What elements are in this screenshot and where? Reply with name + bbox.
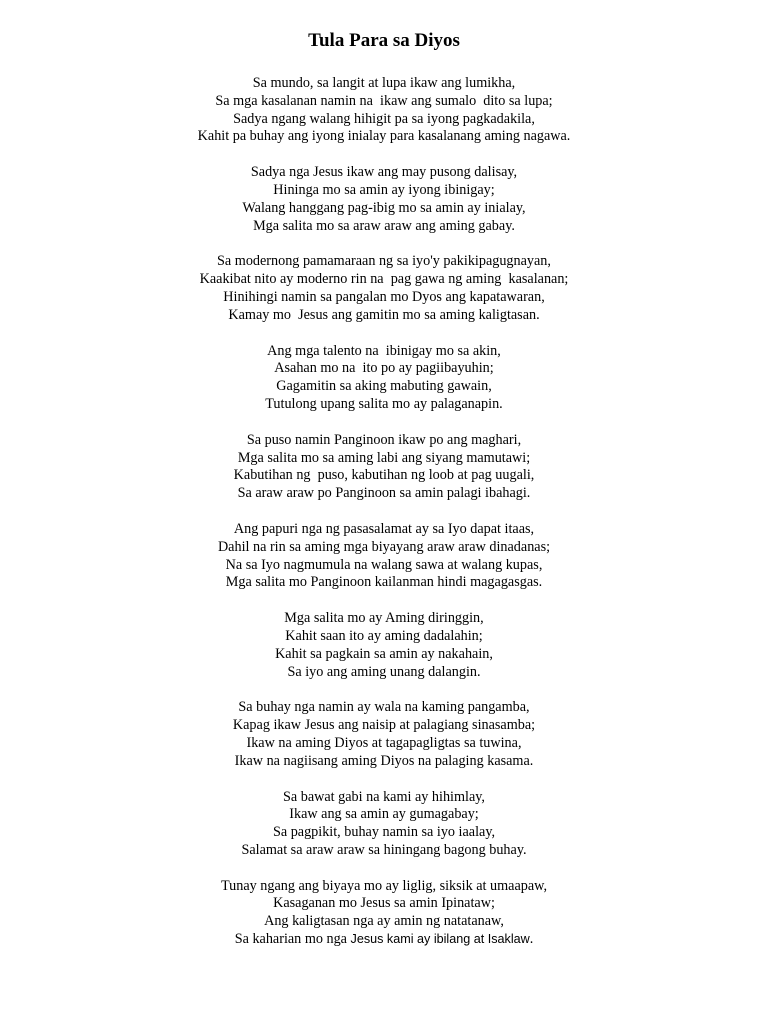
- poem-line: Ikaw na nagiisang aming Diyos na palaging kasama.: [234, 752, 534, 769]
- stanza: [0, 699, 768, 770]
- poem-line: Sa mga kasalanan namin na ikaw ang sumalo dito sa lupa;: [215, 92, 553, 109]
- poem-line: Mga salita mo Panginoon kailanman hindi magagasgas.: [225, 574, 543, 591]
- poem-line: Sa iyo ang aming unang dalangin.: [287, 663, 481, 680]
- stanza: [0, 521, 768, 592]
- poem-line: Na sa Iyo nagmumula na walang sawa at walang kupas,: [225, 556, 543, 573]
- poem-line: Kapag ikaw Jesus ang naisip at palagiang sinasamba;: [232, 717, 536, 734]
- poem-line: Sa araw araw po Panginoon sa amin palagi ibahagi.: [237, 485, 531, 502]
- poem-line: Sa modernong pamamaraan ng sa iyo'y pakikipagugnayan,: [217, 253, 551, 270]
- poem-line: Walang hanggang pag-ibig mo sa amin ay inialay,: [242, 199, 526, 216]
- poem-line: Kahit saan ito ay aming dadalahin;: [285, 627, 483, 644]
- poem-line: Tutulong upang salita mo ay palaganapin.: [265, 395, 503, 412]
- poem-line: Hinihingi namin sa pangalan mo Dyos ang kapatawaran,: [223, 288, 545, 305]
- poem-line: Sa mundo, sa langit at lupa ikaw ang lumikha,: [252, 75, 516, 91]
- poem-line: Sa puso namin Panginoon ikaw po ang maghari,: [246, 431, 522, 448]
- final-line-end: .: [529, 931, 534, 948]
- poem-line: Mga salita mo sa aming labi ang siyang mamutawi;: [237, 449, 531, 466]
- poem-line: Gagamitin sa aking mabuting gawain,: [276, 378, 492, 395]
- poem-title: Tula Para sa Diyos: [308, 30, 460, 51]
- poem-line: Ikaw ang sa amin ay gumagabay;: [289, 806, 479, 823]
- poem-line: Sa bawat gabi na kami ay hihimlay,: [283, 788, 485, 805]
- final-line-tail: Jesus kami ay ibilang at Isaklaw: [350, 932, 530, 947]
- poem-line: Kahit pa buhay ang iyong inialay para kasalanang aming nagawa.: [197, 128, 571, 145]
- stanza: [0, 878, 768, 949]
- poem-line: Hininga mo sa amin ay iyong ibinigay;: [273, 181, 495, 198]
- poem-line: Mga salita mo ay Aming diringgin,: [284, 610, 484, 627]
- poem-line: Sadya nga Jesus ikaw ang may pusong dalisay,: [250, 164, 518, 181]
- poem-line: Ang papuri nga ng pasasalamat ay sa Iyo dapat itaas,: [233, 520, 535, 537]
- poem-line: Tunay ngang ang biyaya mo ay liglig, siksik at umaapaw,: [221, 877, 547, 894]
- poem-body: [0, 75, 768, 949]
- poem-line: Ang kaligtasan nga ay amin ng natatanaw,: [264, 913, 504, 930]
- poem-line: Kaakibat nito ay moderno rin na pag gawa ng aming kasalanan;: [199, 271, 569, 288]
- stanza: [0, 432, 768, 503]
- stanza: [0, 789, 768, 860]
- stanza: [0, 164, 768, 235]
- poem-line: Kamay mo Jesus ang gamitin mo sa aming kaligtasan.: [228, 306, 540, 323]
- poem-line: Dahil na rin sa aming mga biyayang araw araw dinadanas;: [217, 538, 551, 555]
- stanza: [0, 343, 768, 414]
- poem-line: Ang mga talento na ibinigay mo sa akin,: [267, 342, 501, 359]
- poem-line-final: [0, 931, 768, 949]
- poem-line: Sadya ngang walang hihigit pa sa iyong pagkadakila,: [233, 110, 535, 127]
- poem-line: Kabutihan ng puso, kabutihan ng loob at pag uugali,: [233, 467, 535, 484]
- poem-line: Kasaganan mo Jesus sa amin Ipinataw;: [273, 895, 495, 912]
- poem-line: Mga salita mo sa araw araw ang aming gabay.: [253, 217, 515, 234]
- poem-line: Kahit sa pagkain sa amin ay nakahain,: [275, 645, 493, 662]
- poem-line: Sa pagpikit, buhay namin sa iyo iaalay,: [272, 824, 496, 841]
- poem-line: Ikaw na aming Diyos at tagapagligtas sa tuwina,: [246, 734, 522, 751]
- poem-line: Asahan mo na ito po ay pagiibayuhin;: [274, 360, 494, 377]
- poem-line: Sa buhay nga namin ay wala na kaming pangamba,: [238, 699, 530, 716]
- stanza: [0, 75, 768, 146]
- stanza: [0, 610, 768, 681]
- poem-line: Salamat sa araw araw sa hiningang bagong buhay.: [241, 841, 527, 858]
- stanza: [0, 253, 768, 324]
- final-line-start: Sa kaharian mo nga: [234, 931, 351, 948]
